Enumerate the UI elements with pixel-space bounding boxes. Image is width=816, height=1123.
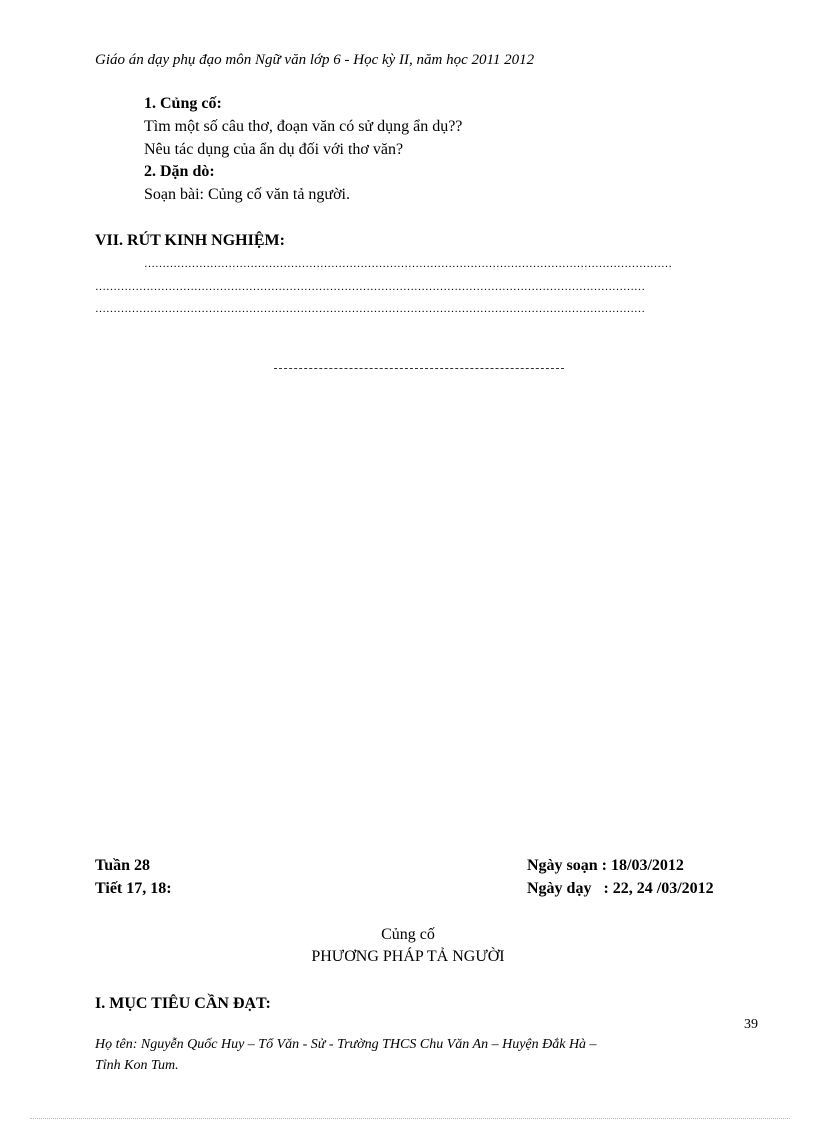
meta-tiet: Tiết 17, 18: bbox=[95, 880, 172, 897]
dotted-line-3: …………………………………………………………………………………………………………………………………… bbox=[95, 303, 645, 315]
section-separator bbox=[274, 368, 564, 369]
page-number: 39 bbox=[744, 1017, 758, 1032]
dotted-line-1: ……………………………………………………………………………………………………………………………… bbox=[144, 258, 672, 270]
section-cung-co-title: 1. Củng cố: bbox=[144, 95, 222, 112]
page-bottom-border bbox=[30, 1118, 790, 1119]
dan-do-line: Soạn bài: Củng cố văn tả người. bbox=[144, 186, 350, 203]
footer-line-2: Tỉnh Kon Tum. bbox=[95, 1058, 179, 1073]
document-header: Giáo án dạy phụ đạo môn Ngữ văn lớp 6 - Học kỳ II, năm học 2011 2012 bbox=[95, 52, 535, 68]
meta-ngay-day: Ngày dạy : 22, 24 /03/2012 bbox=[527, 880, 714, 897]
section-dan-do-title: 2. Dặn dò: bbox=[144, 163, 215, 180]
cung-co-line-1: Tìm một số câu thơ, đoạn văn có sử dụng ẩn dụ?? bbox=[144, 118, 463, 135]
lesson-subtitle: Củng cố bbox=[381, 926, 435, 943]
meta-tuan: Tuần 28 bbox=[95, 857, 150, 874]
dotted-line-2: …………………………………………………………………………………………………………………………………… bbox=[95, 281, 645, 293]
section-rut-kinh-nghiem-title: VII. RÚT KINH NGHIỆM: bbox=[95, 232, 285, 249]
footer-line-1: Họ tên: Nguyễn Quốc Huy – Tổ Văn - Sử - Trường THCS Chu Văn An – Huyện Đắk Hà – bbox=[95, 1037, 597, 1052]
section-muc-tieu-title: I. MỤC TIÊU CẦN ĐẠT: bbox=[95, 995, 271, 1012]
meta-ngay-soan: Ngày soạn : 18/03/2012 bbox=[527, 857, 684, 874]
lesson-title: PHƯƠNG PHÁP TẢ NGƯỜI bbox=[311, 948, 505, 965]
cung-co-line-2: Nêu tác dụng của ẩn dụ đối với thơ văn? bbox=[144, 141, 404, 158]
